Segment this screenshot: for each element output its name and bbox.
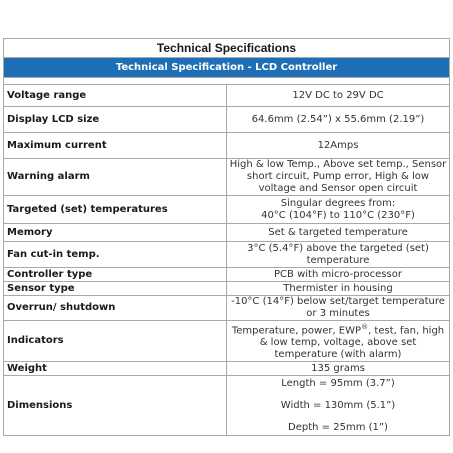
table-row: [4, 362, 450, 376]
dimension-length: Length = 95mm (3.7”): [281, 377, 395, 389]
table-row: [4, 107, 450, 133]
spec-label: Maximum current: [4, 133, 227, 159]
spec-label: Overrun/ shutdown: [4, 296, 227, 321]
spec-value: 3°C (5.4°F) above the targeted (set) temperature: [227, 242, 450, 268]
table-row: [4, 321, 450, 362]
table-row: [4, 282, 450, 296]
spec-value: 12Amps: [227, 133, 450, 159]
dimension-width: Width = 130mm (5.1”): [280, 399, 396, 411]
spec-value: Set & targeted temperature: [227, 224, 450, 242]
spec-label: Fan cut-in temp.: [4, 242, 227, 268]
spec-value: [227, 196, 450, 224]
table-row: [4, 242, 450, 268]
spec-value: PCB with micro-processor: [227, 268, 450, 282]
table-row: [4, 196, 450, 224]
specifications-table: [3, 38, 450, 436]
table-row: [4, 133, 450, 159]
spec-label: Weight: [4, 362, 227, 376]
spec-label: Indicators: [4, 321, 227, 362]
table-row: [4, 296, 450, 321]
spec-label: Dimensions: [4, 376, 227, 436]
table-row: [4, 85, 450, 107]
spec-label: Controller type: [4, 268, 227, 282]
spec-value-text: Temperature, power, EWP: [231, 325, 362, 337]
table-row: [4, 376, 450, 436]
page-title: Technical Specifications: [4, 39, 450, 58]
spec-label: Warning alarm: [4, 159, 227, 196]
spec-value: [227, 376, 450, 436]
spacer-row: [4, 78, 450, 85]
title-row: [4, 39, 450, 58]
spec-label: Memory: [4, 224, 227, 242]
table-row: [4, 159, 450, 196]
spec-value-text: , test, fan, high & low temp, voltage, above set temperature (with alarm): [259, 325, 445, 361]
spec-label: Targeted (set) temperatures: [4, 196, 227, 224]
spec-value: 12V DC to 29V DC: [227, 85, 450, 107]
spec-label: Voltage range: [4, 85, 227, 107]
spec-value: [227, 321, 450, 362]
dimension-depth: Depth = 25mm (1”): [288, 421, 388, 433]
spec-label: Sensor type: [4, 282, 227, 296]
subtitle-row: [4, 58, 450, 78]
spec-value: Thermister in housing: [227, 282, 450, 296]
spec-value-line: 40°C (104°F) to 110°C (230°F): [261, 209, 415, 221]
table-row: [4, 224, 450, 242]
table-row: [4, 268, 450, 282]
spec-label: Display LCD size: [4, 107, 227, 133]
registered-mark: ®: [361, 323, 369, 331]
section-header: Technical Specification - LCD Controller: [4, 58, 450, 78]
spec-value: High & low Temp., Above set temp., Sensor short circuit, Pump error, High & low voltage and Sensor open circuit: [227, 159, 450, 196]
spec-value: 64.6mm (2.54”) x 55.6mm (2.19”): [227, 107, 450, 133]
spec-value: 135 grams: [227, 362, 450, 376]
spec-sheet: [3, 38, 450, 436]
spec-value-line: Singular degrees from:: [280, 197, 396, 209]
spec-value: -10°C (14°F) below set/target temperature or 3 minutes: [227, 296, 450, 321]
